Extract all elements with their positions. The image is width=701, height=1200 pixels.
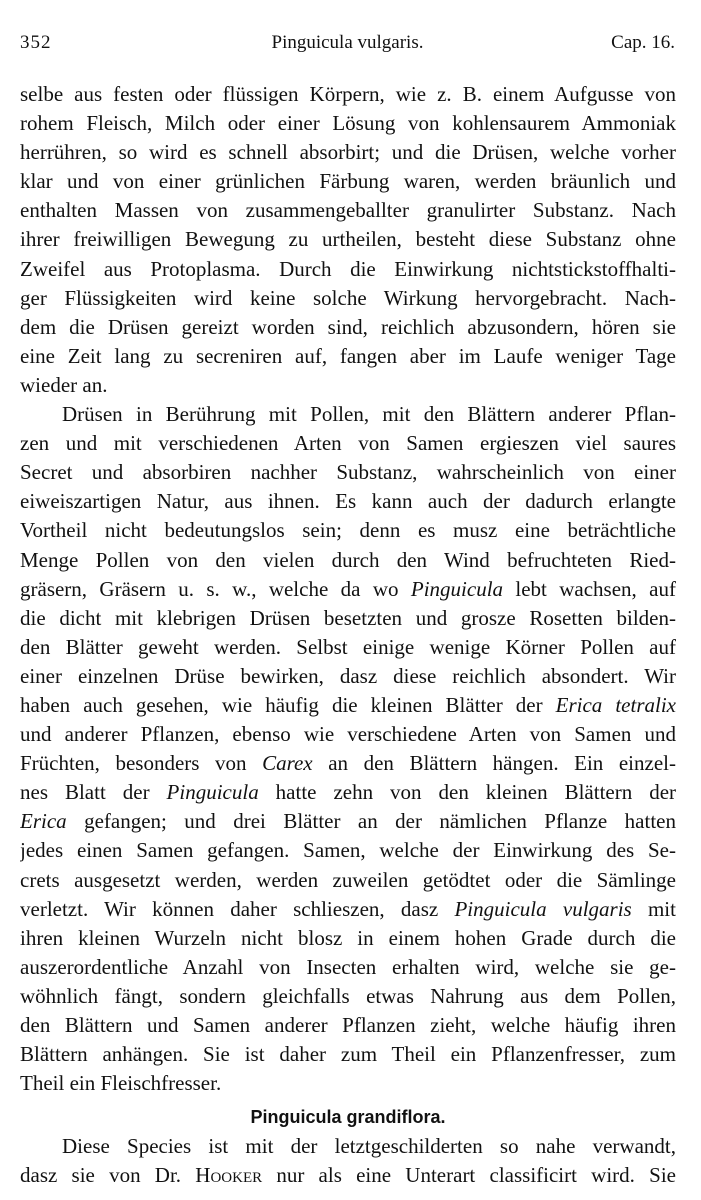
italic-taxon: Carex (262, 751, 313, 776)
text-line (20, 778, 676, 807)
text-line: ger Flüssigkeiten wird keine solche Wirkung hervorgebracht. Nach- (20, 285, 676, 310)
text-line: crets ausgesetzt werden, werden zuweilen getödtet oder die Sämlinge (20, 867, 676, 892)
text-segment: an den Blättern hängen. Ein einzel- (312, 751, 676, 776)
italic-taxon: Erica tetralix (555, 692, 676, 717)
page-number: 352 (20, 32, 52, 53)
text-line: klar und von einer grünlichen Färbung waren, werden bräunlich und (20, 169, 676, 194)
paragraph-3 (20, 1132, 676, 1190)
text-line: ihren kleinen Wurzeln nicht blosz in einem hohen Grade durch die (20, 925, 676, 950)
text-line: Theil ein Fleischfresser. (20, 1071, 222, 1096)
paragraph-1 (20, 80, 676, 400)
text-line: zen und mit verschiedenen Arten von Samen ergieszen viel saures (20, 431, 676, 456)
text-segment: mit (631, 896, 676, 921)
chapter-label: Cap. 16. (611, 32, 675, 53)
text-segment: verletzt. Wir können daher schlieszen, dasz (20, 896, 455, 921)
text-line: Secret und absorbiren nachher Substanz, wahrscheinlich von einer (20, 460, 676, 485)
text-segment: nur als eine Unterart classificirt wird. Sie (262, 1163, 676, 1188)
italic-taxon: Erica (20, 809, 67, 834)
text-line: Diese Species ist mit der letztgeschilderten so nahe verwandt, (62, 1134, 676, 1159)
text-line: herrühren, so wird es schnell absorbirt; und die Drüsen, welche vorher (20, 140, 676, 165)
text-line: den Blättern und Samen anderer Pflanzen zieht, welche häufig ihren (20, 1013, 676, 1037)
text-segment: hatte zehn von den kleinen Blättern der (258, 780, 676, 805)
text-segment: gräsern, Gräsern u. s. w., welche da wo (20, 576, 411, 601)
text-line: jedes einen Samen gefangen. Samen, welche der Einwirkung des Se- (20, 838, 676, 863)
italic-taxon: Pinguicula (410, 576, 504, 601)
text-line: Menge Pollen von den vielen durch den Wind befruchteten Ried- (20, 547, 676, 572)
text-line: eiweiszartigen Natur, aus ihnen. Es kann auch der dadurch erlangte (20, 489, 676, 514)
text-line: auszerordentliche Anzahl von Insecten erhalten wird, welche sie ge- (20, 954, 676, 979)
text-line: einer einzelnen Drüse bewirken, dasz diese reichlich absondert. Wir (20, 663, 676, 688)
text-line: Vortheil nicht bedeutungslos sein; denn es musz eine beträchtliche (20, 518, 676, 543)
text-line (20, 691, 676, 720)
text-line: Zweifel aus Protoplasma. Durch die Einwirkung nichtstickstoffhalti- (20, 256, 676, 281)
text-line: dem die Drüsen gereizt worden sind, reichlich abzusondern, hören sie (20, 314, 676, 339)
text-line (20, 575, 676, 604)
text-line (20, 749, 676, 778)
running-title: Pinguicula vulgaris. (271, 32, 424, 53)
text-line: Drüsen in Berührung mit Pollen, mit den Blättern anderer Pflan- (62, 402, 676, 427)
text-line: eine Zeit lang zu secreniren auf, fangen aber im Laufe weniger Tage (20, 343, 676, 368)
text-line: selbe aus festen oder flüssigen Körpern, wie z. B. einem Aufgusse von (20, 82, 676, 106)
paragraph-2 (20, 400, 676, 1098)
text-line: wöhnlich fängt, sondern gleichfalls etwas Nahrung aus dem Pollen, (20, 983, 676, 1008)
text-line: und anderer Pflanzen, ebenso wie verschiedene Arten von Samen und (20, 722, 676, 747)
text-segment: dasz sie von Dr. (20, 1163, 196, 1188)
text-segment: gefangen; und drei Blätter an der nämlichen Pflanze hatten (66, 809, 676, 834)
text-segment: nes Blatt der (20, 780, 167, 805)
text-line (20, 807, 676, 836)
text-segment: lebt wachsen, auf (503, 576, 676, 601)
text-line: die dicht mit klebrigen Drüsen besetzten und grosze Rosetten bilden- (20, 605, 676, 630)
text-line (20, 1161, 676, 1190)
text-line: rohem Fleisch, Milch oder einer Lösung von kohlensaurem Ammoniak (20, 111, 676, 136)
text-segment: Früchten, besonders von (20, 751, 263, 776)
italic-taxon: Pinguicula (166, 780, 259, 805)
text-line: wieder an. (20, 372, 108, 397)
running-header (20, 32, 675, 58)
text-line: enthalten Massen von zusammengeballter granulirter Substanz. Nach (20, 198, 676, 223)
text-segment: haben auch gesehen, wie häufig die kleinen Blätter der (20, 692, 556, 717)
italic-taxon: Pinguicula vulgaris (454, 896, 632, 921)
section-heading: Pinguicula grandiflora. (250, 1107, 446, 1128)
text-line: den Blätter geweht werden. Selbst einige wenige Körner Pollen auf (20, 634, 676, 659)
text-line (20, 895, 676, 924)
text-line: Blättern anhängen. Sie ist daher zum Theil ein Pflanzenfresser, zum (20, 1042, 676, 1067)
text-line: ihrer freiwilligen Bewegung zu urtheilen, besteht diese Substanz ohne (20, 227, 676, 252)
body-text (20, 80, 676, 1190)
author-name: Hooker (195, 1163, 263, 1188)
